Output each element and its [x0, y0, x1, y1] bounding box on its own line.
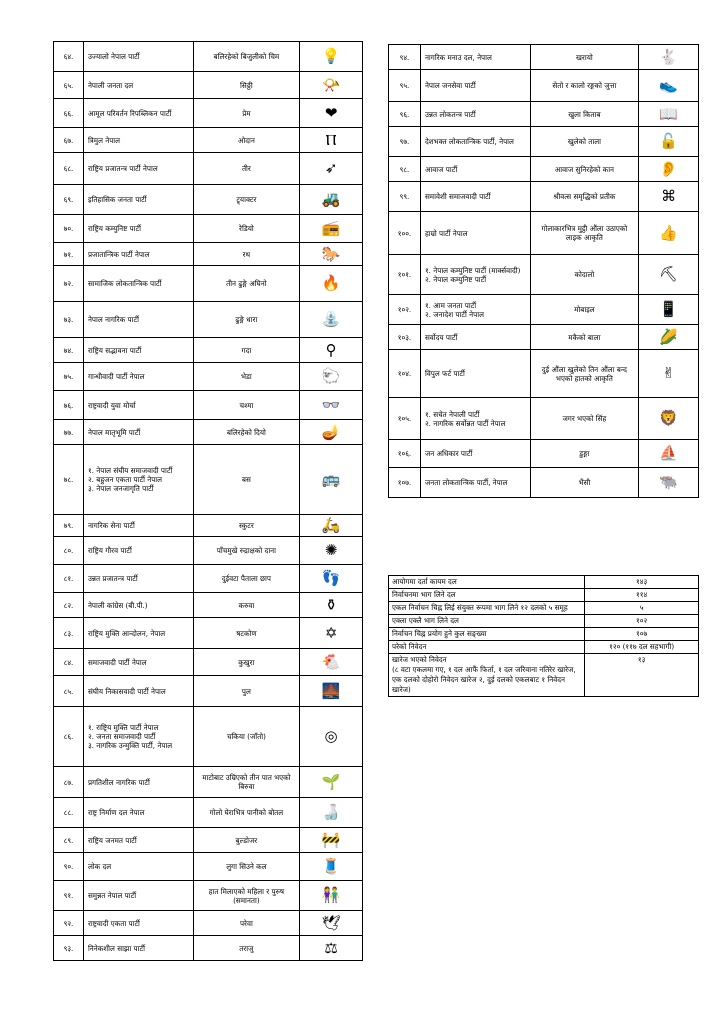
- party-row: [389, 182, 699, 212]
- serial-number: १०६.: [389, 440, 421, 468]
- summary-row: [389, 654, 699, 697]
- sapling-icon: 🌱: [300, 767, 363, 798]
- party-name: संघीय निकासवादी पार्टी नेपाल: [83, 676, 193, 707]
- whistle-icon: 📯: [300, 72, 363, 99]
- three-stone-stove-icon: 🔥: [300, 266, 363, 302]
- party-name: राष्ट्रिय गौरव पार्टी: [83, 537, 193, 565]
- hoe-icon: ⛏: [639, 255, 699, 295]
- serial-number: १००.: [389, 212, 421, 255]
- arrow-icon: ➶: [300, 153, 363, 185]
- buffalo-icon: 🐃: [639, 468, 699, 498]
- mobile-phone-icon: 📱: [639, 295, 699, 325]
- symbol-name: कुखुरा: [193, 649, 300, 676]
- serial-number: ९३.: [54, 936, 84, 961]
- party-row: [54, 128, 363, 153]
- shoe-icon: 👟: [639, 70, 699, 102]
- serial-number: ६७.: [54, 128, 84, 153]
- serial-number: ७९.: [54, 515, 84, 537]
- party-name: आवाज पार्टी: [420, 157, 530, 182]
- party-name: १. नेपाल कम्युनिष्ट पार्टी (मार्क्सवादी) २. नेपाल कम्युनिष्ट पार्टी: [420, 255, 530, 295]
- party-row: [389, 295, 699, 325]
- party-name: हाम्रो पार्टी नेपाल: [420, 212, 530, 255]
- serial-number: ६४.: [54, 42, 84, 72]
- water-bottle-icon: 🍶: [300, 798, 363, 828]
- serial-number: ९९.: [389, 182, 421, 212]
- serial-number: ८१.: [54, 565, 84, 593]
- serial-number: १०२.: [389, 295, 421, 325]
- summary-row: [389, 576, 699, 589]
- party-name: निनेकशील साझा पार्टी: [83, 936, 193, 961]
- summary-value: १२० (११७ दल सहभागी): [585, 641, 699, 654]
- grinding-stone-icon: ◎: [300, 707, 363, 767]
- serial-number: ७४.: [54, 338, 84, 363]
- party-name: इतिहासिक जनता पार्टी: [83, 185, 193, 215]
- summary-row: [389, 589, 699, 602]
- symbol-name: गोलो घेराभित्र पानीको बोतल: [193, 798, 300, 828]
- party-row: [54, 707, 363, 767]
- hen-icon: 🐔: [300, 649, 363, 676]
- party-row: [54, 911, 363, 936]
- symbol-name: हात मिलाएको महिला र पुरुष (समानता): [193, 881, 300, 911]
- serial-number: ८२.: [54, 593, 84, 618]
- thumbs-up-icon: 👍: [639, 212, 699, 255]
- symbol-name: बस: [193, 445, 300, 515]
- party-name: प्रजातान्त्रिक पार्टी नेपाल: [83, 243, 193, 266]
- rudraksha-bead-icon: ✺: [300, 537, 363, 565]
- party-row: [54, 243, 363, 266]
- symbol-name: परेवा: [193, 911, 300, 936]
- symbol-name: रेडियो: [193, 215, 300, 243]
- party-row: [389, 212, 699, 255]
- maize-plant-icon: 🌽: [639, 325, 699, 350]
- serial-number: ७६.: [54, 391, 84, 420]
- symbol-name: खुला किताब: [530, 102, 639, 127]
- serial-number: ६६.: [54, 99, 84, 128]
- party-row: [54, 445, 363, 515]
- symbol-name: जगर भएको सिंह: [530, 398, 639, 440]
- symbol-name: बलिरहेको दियो: [193, 420, 300, 445]
- summary-value: १०७: [585, 628, 699, 641]
- pigeon-icon: 🕊: [300, 911, 363, 936]
- party-name: उज्यालो नेपाल पार्टी: [83, 42, 193, 72]
- open-lock-icon: 🔓: [639, 127, 699, 157]
- symbol-name: माटोबाट उम्रिएको तीन पात भएको बिरुवा: [193, 767, 300, 798]
- man-woman-handshake-icon: 👫: [300, 881, 363, 911]
- summary-value: १०२: [585, 615, 699, 628]
- party-name: नेपाल मातृभूमि पार्टी: [83, 420, 193, 445]
- party-row: [54, 153, 363, 185]
- party-row: [389, 350, 699, 398]
- serial-number: ७१.: [54, 243, 84, 266]
- party-row: [54, 798, 363, 828]
- symbol-name: षटकोण: [193, 618, 300, 649]
- serial-number: ६९.: [54, 185, 84, 215]
- spectacles-icon: 👓: [300, 391, 363, 420]
- party-row: [54, 537, 363, 565]
- party-name: समुन्नत नेपाल पार्टी: [83, 881, 193, 911]
- symbol-name: मकैको बाला: [530, 325, 639, 350]
- tripod-stand-icon: Ⲡ: [300, 128, 363, 153]
- party-row: [54, 185, 363, 215]
- party-row: [389, 127, 699, 157]
- party-row: [389, 468, 699, 498]
- party-name: उन्नत लोकतन्त्र पार्टी: [420, 102, 530, 127]
- symbol-name: मोबाइल: [530, 295, 639, 325]
- summary-label: निर्वाचन चिह्न प्रयोग हुने कुल सङ्ख्या: [389, 628, 585, 641]
- party-name: नेपाली जनता दल: [83, 72, 193, 99]
- serial-number: ९७.: [389, 127, 421, 157]
- party-row: [54, 338, 363, 363]
- serial-number: १०३.: [389, 325, 421, 350]
- party-row: [389, 255, 699, 295]
- serial-number: ९०.: [54, 853, 84, 881]
- summary-value: ५: [585, 602, 699, 615]
- party-row: [389, 102, 699, 127]
- party-row: [54, 302, 363, 338]
- summary-label: एकल निर्वाचन चिह्न लिई संयुक्त रूपमा भाग लिने १२ दलको ५ समूह: [389, 602, 585, 615]
- serial-number: ७२.: [54, 266, 84, 302]
- party-row: [54, 42, 363, 72]
- party-name: प्रगतिशील नागरिक पार्टी: [83, 767, 193, 798]
- serial-number: ७३.: [54, 302, 84, 338]
- party-name: राष्ट्रवादी युवा मोर्चा: [83, 391, 193, 420]
- sewing-machine-icon: 🧵: [300, 853, 363, 881]
- party-row: [54, 363, 363, 391]
- party-name: समावेशी समाजवादी पार्टी: [420, 182, 530, 212]
- serial-number: ९५.: [389, 70, 421, 102]
- serial-number: ९८.: [389, 157, 421, 182]
- symbol-name: दुई औंला खुलेको तिन औंला बन्द भएको हातको आकृति: [530, 350, 639, 398]
- summary-row: [389, 628, 699, 641]
- light-bulb-icon: 💡: [300, 42, 363, 72]
- party-symbol-table-right: [388, 44, 699, 498]
- symbol-name: ट्र्याक्टर: [193, 185, 300, 215]
- party-name: १. राष्ट्रिय मुक्ति पार्टी नेपाल २. जनता समाजवादी पार्टी ३. नागरिक उन्मुक्ति पार्टी, नेपाल: [83, 707, 193, 767]
- summary-label: एक्ला एक्लै भाग लिने दल: [389, 615, 585, 628]
- party-name: राष्ट्रिय मुक्ति आन्दोलन, नेपाल: [83, 618, 193, 649]
- serial-number: १०१.: [389, 255, 421, 295]
- symbol-name: करुवा: [193, 593, 300, 618]
- symbol-name: गोलाकारभित्र मुट्ठी औंला उठाएको लाइक आकृति: [530, 212, 639, 255]
- serial-number: ८३.: [54, 618, 84, 649]
- party-row: [54, 618, 363, 649]
- symbol-name: बलिरहेको बिजुलीको चिम: [193, 42, 300, 72]
- party-row: [54, 593, 363, 618]
- symbol-name: तराजु: [193, 936, 300, 961]
- party-row: [54, 215, 363, 243]
- symbol-name: आवाज सुनिरहेको कान: [530, 157, 639, 182]
- party-name: नेपाल जनसेवा पार्टी: [420, 70, 530, 102]
- water-jug-icon: ⚱: [300, 593, 363, 618]
- summary-label: खारेज भएको निवेदन (८ वटा एकलमा गए, १ दल आफैं फिर्ता, १ दल जरिवाना नतिरेर खारेज, एक दलको दोहोरो निवेदन खारेज २, दुई दलको एकलबाट १ निवेदन खारेज): [389, 654, 585, 697]
- party-name: नेपाल नागरिक पार्टी: [83, 302, 193, 338]
- symbol-name: पुल: [193, 676, 300, 707]
- party-row: [54, 676, 363, 707]
- summary-row: [389, 641, 699, 654]
- symbol-name: श्रीवत्स समृद्धिको प्रतीक: [530, 182, 639, 212]
- oil-lamp-icon: 🪔: [300, 420, 363, 445]
- symbol-name: चकिया (जाँतो): [193, 707, 300, 767]
- serial-number: १०४.: [389, 350, 421, 398]
- party-row: [54, 767, 363, 798]
- party-name: राष्ट्र निर्माण दल नेपाल: [83, 798, 193, 828]
- party-name: राष्ट्रवादी एकता पार्टी: [83, 911, 193, 936]
- party-row: [54, 565, 363, 593]
- summary-row: [389, 615, 699, 628]
- serial-number: ९६.: [389, 102, 421, 127]
- bulldozer-icon: 🚧: [300, 828, 363, 853]
- party-name: उन्नत प्रजातन्त्र पार्टी: [83, 565, 193, 593]
- party-name: १. नेपाल संघीय समाजवादी पार्टी २. बहुजन एकता पार्टी नेपाल ३. नेपाल जनजागृति पार्टी: [83, 445, 193, 515]
- serial-number: ७५.: [54, 363, 84, 391]
- party-name: सामाजिक लोकतान्त्रिक पार्टी: [83, 266, 193, 302]
- party-row: [54, 828, 363, 853]
- radio-icon: 📻: [300, 215, 363, 243]
- party-row: [54, 881, 363, 911]
- serial-number: १०५.: [389, 398, 421, 440]
- serial-number: ९२.: [54, 911, 84, 936]
- open-book-icon: 📖: [639, 102, 699, 127]
- party-row: [54, 515, 363, 537]
- serial-number: ८८.: [54, 798, 84, 828]
- party-name: राष्ट्रिय जनमत पार्टी: [83, 828, 193, 853]
- summary-table: [388, 575, 699, 697]
- party-row: [54, 420, 363, 445]
- chariot-icon: 🐎: [300, 243, 363, 266]
- party-name: नेपाली कांग्रेस (बी.पी.): [83, 593, 193, 618]
- symbol-name: गदा: [193, 338, 300, 363]
- party-row: [389, 157, 699, 182]
- symbol-name: ढुङ्गे धारा: [193, 302, 300, 338]
- party-name: गान्धीवादी पार्टी नेपाल: [83, 363, 193, 391]
- symbol-name: खुलेको ताला: [530, 127, 639, 157]
- serial-number: ८७.: [54, 767, 84, 798]
- party-row: [54, 853, 363, 881]
- party-symbol-table-left: [53, 41, 363, 961]
- party-name: लोक दल: [83, 853, 193, 881]
- symbol-name: दुईवटा पैताला छाप: [193, 565, 300, 593]
- party-name: १. आम जनता पार्टी २. जनादेश पार्टी नेपाल: [420, 295, 530, 325]
- symbol-name: स्कुटर: [193, 515, 300, 537]
- serial-number: ७०.: [54, 215, 84, 243]
- symbol-name: प्रेम: [193, 99, 300, 128]
- serial-number: ६५.: [54, 72, 84, 99]
- party-name: राष्ट्रिय सद्भावना पार्टी: [83, 338, 193, 363]
- party-row: [54, 99, 363, 128]
- party-name: आमूल परिवर्तन रिपब्लिकन पार्टी: [83, 99, 193, 128]
- summary-value: ११४: [585, 589, 699, 602]
- summary-value: १३: [585, 654, 699, 697]
- hexagram-icon: ✡: [300, 618, 363, 649]
- serial-number: ७७.: [54, 420, 84, 445]
- summary-row: [389, 602, 699, 615]
- symbol-name: ओदान: [193, 128, 300, 153]
- party-row: [389, 440, 699, 468]
- sheep-icon: 🐑: [300, 363, 363, 391]
- scales-icon: ⚖: [300, 936, 363, 961]
- symbol-name: पाँचमुखे रुद्राक्षको दाना: [193, 537, 300, 565]
- party-row: [389, 45, 699, 70]
- stone-tap-icon: ⛲: [300, 302, 363, 338]
- footprints-icon: 👣: [300, 565, 363, 593]
- party-row: [54, 266, 363, 302]
- party-name: सर्वोदय पार्टी: [420, 325, 530, 350]
- rabbit-icon: 🐇: [639, 45, 699, 70]
- symbol-name: कोदालो: [530, 255, 639, 295]
- serial-number: ६८.: [54, 153, 84, 185]
- heart-icon: ❤: [300, 99, 363, 128]
- symbol-name: तीर: [193, 153, 300, 185]
- serial-number: ९४.: [389, 45, 421, 70]
- symbol-name: भेडा: [193, 363, 300, 391]
- party-row: [54, 391, 363, 420]
- party-name: राष्ट्रिय कम्युनिष्ट पार्टी: [83, 215, 193, 243]
- serial-number: ७८.: [54, 445, 84, 515]
- serial-number: ८०.: [54, 537, 84, 565]
- party-name: १. सचेत नेपाली पार्टी २. नागरिक सर्वोन्नत पार्टी नेपाल: [420, 398, 530, 440]
- summary-label: आयोगमा दर्ता कायम दल: [389, 576, 585, 589]
- victory-hand-icon: ✌: [639, 350, 699, 398]
- scooter-icon: 🛵: [300, 515, 363, 537]
- serial-number: ८९.: [54, 828, 84, 853]
- symbol-name: सेतो र कालो रङ्गको जुत्ता: [530, 70, 639, 102]
- symbol-name: भैंसी: [530, 468, 639, 498]
- symbol-name: खरायो: [530, 45, 639, 70]
- serial-number: ८६.: [54, 707, 84, 767]
- symbol-name: लुगा सिउने कल: [193, 853, 300, 881]
- party-row: [54, 649, 363, 676]
- bus-icon: 🚌: [300, 445, 363, 515]
- party-name: नागरिक सेना पार्टी: [83, 515, 193, 537]
- party-name: जन अधिकार पार्टी: [420, 440, 530, 468]
- symbol-name: डुङ्गा: [530, 440, 639, 468]
- summary-value: १४३: [585, 576, 699, 589]
- tractor-icon: 🚜: [300, 185, 363, 215]
- serial-number: ८४.: [54, 649, 84, 676]
- party-name: जनता लोकतान्त्रिक पार्टी, नेपाल: [420, 468, 530, 498]
- summary-label: परेको निवेदन: [389, 641, 585, 654]
- symbol-name: तीन ढुङ्गे अघिनो: [193, 266, 300, 302]
- ear-icon: 👂: [639, 157, 699, 182]
- symbol-name: रथ: [193, 243, 300, 266]
- symbol-name: चश्मा: [193, 391, 300, 420]
- serial-number: १०७.: [389, 468, 421, 498]
- symbol-name: सिठ्ठी: [193, 72, 300, 99]
- party-name: नागरिक मनाउ दल, नेपाल: [420, 45, 530, 70]
- summary-label: निर्वाचनमा भाग लिने दल: [389, 589, 585, 602]
- party-name: देशभक्त लोकतान्त्रिक पार्टी, नेपाल: [420, 127, 530, 157]
- party-name: विपुल फर्ट पार्टी: [420, 350, 530, 398]
- party-row: [389, 398, 699, 440]
- party-row: [389, 70, 699, 102]
- sailboat-icon: ⛵: [639, 440, 699, 468]
- party-name: समाजवादी पार्टी नेपाल: [83, 649, 193, 676]
- lion-icon: 🦁: [639, 398, 699, 440]
- serial-number: ९१.: [54, 881, 84, 911]
- party-name: राष्ट्रिय प्रजातन्त्र पार्टी नेपाल: [83, 153, 193, 185]
- party-name: त्रिमुल नेपाल: [83, 128, 193, 153]
- serial-number: ८५.: [54, 676, 84, 707]
- party-row: [54, 936, 363, 961]
- endless-knot-icon: ⌘: [639, 182, 699, 212]
- party-row: [389, 325, 699, 350]
- symbol-name: बुल्डोजर: [193, 828, 300, 853]
- mace-icon: ⚲: [300, 338, 363, 363]
- bridge-icon: 🌉: [300, 676, 363, 707]
- party-row: [54, 72, 363, 99]
